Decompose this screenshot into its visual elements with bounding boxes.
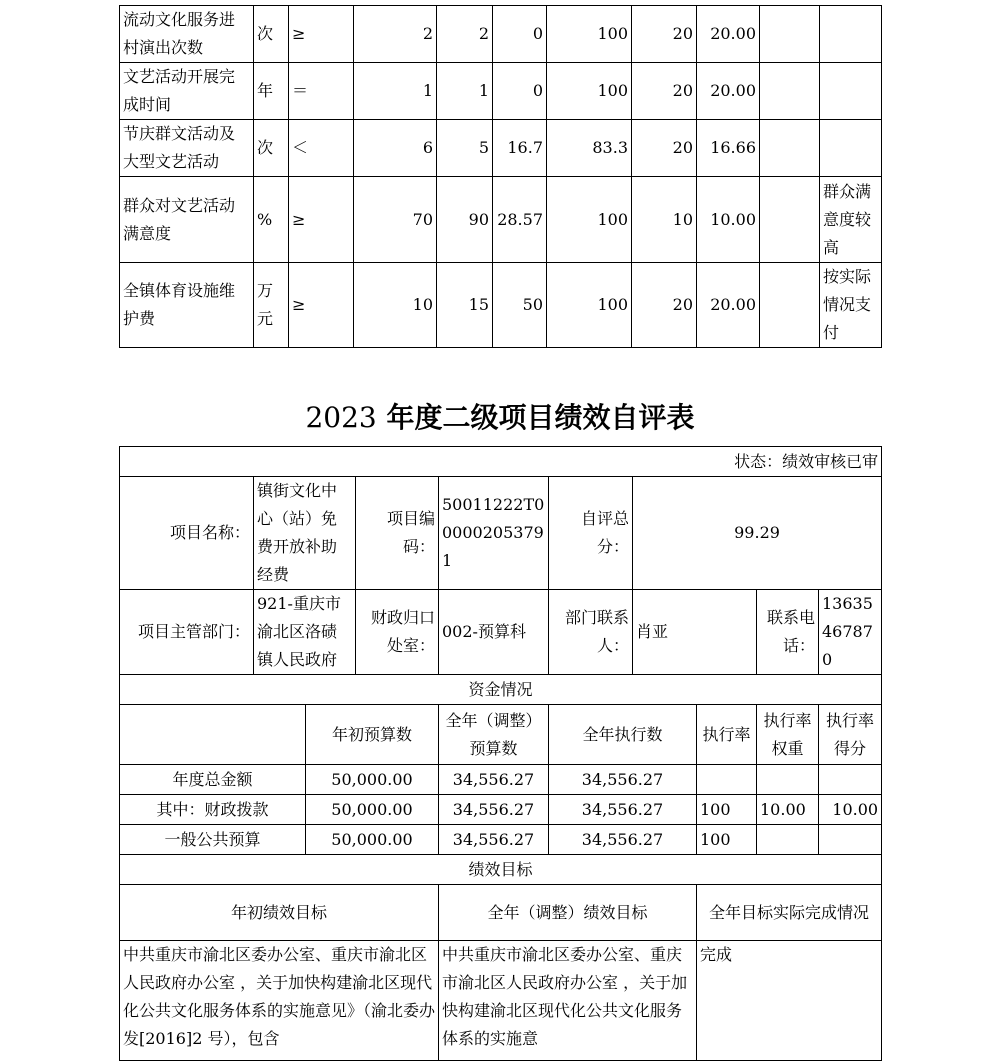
funds-row-weight bbox=[757, 765, 819, 795]
indicator-unit: 年 bbox=[254, 63, 289, 120]
indicator-target: 1 bbox=[354, 63, 437, 120]
project-name-label: 项目名称： bbox=[120, 477, 254, 590]
indicator-target: 2 bbox=[354, 6, 437, 63]
funds-header-weight: 执行率权重 bbox=[757, 705, 819, 765]
indicator-weight: 20 bbox=[632, 63, 697, 120]
indicator-unit: 次 bbox=[254, 120, 289, 177]
funds-row-executed: 34,556.27 bbox=[549, 825, 697, 855]
indicator-unit: % bbox=[254, 177, 289, 263]
funds-row-score bbox=[819, 825, 882, 855]
funds-row-adjusted: 34,556.27 bbox=[439, 765, 549, 795]
contact: 肖亚 bbox=[633, 590, 757, 675]
indicator-unit: 万元 bbox=[254, 263, 289, 348]
funds-row bbox=[120, 765, 882, 795]
office: 002-预算科 bbox=[439, 590, 549, 675]
indicator-blank bbox=[760, 120, 820, 177]
funds-row bbox=[120, 795, 882, 825]
indicator-actual: 1 bbox=[437, 63, 493, 120]
indicator-score: 16.66 bbox=[697, 120, 760, 177]
goals-actual-text: 完成 bbox=[697, 941, 882, 1061]
indicator-note bbox=[820, 63, 882, 120]
indicator-target: 70 bbox=[354, 177, 437, 263]
self-score: 99.29 bbox=[633, 477, 882, 590]
indicator-deviation: 28.57 bbox=[493, 177, 547, 263]
indicator-name: 群众对文艺活动满意度 bbox=[120, 177, 254, 263]
dept-label: 项目主管部门： bbox=[120, 590, 254, 675]
status-cell: 状态：绩效审核已审 bbox=[120, 447, 882, 477]
indicator-actual: 2 bbox=[437, 6, 493, 63]
goals-section-header: 绩效目标 bbox=[120, 855, 882, 885]
funds-row-label: 年度总金额 bbox=[120, 765, 306, 795]
indicator-blank bbox=[760, 263, 820, 348]
phone-label: 联系电话： bbox=[757, 590, 819, 675]
funds-row bbox=[120, 825, 882, 855]
indicator-score: 20.00 bbox=[697, 63, 760, 120]
self-score-label: 自评总分： bbox=[549, 477, 633, 590]
funds-row-initial: 50,000.00 bbox=[306, 765, 439, 795]
indicator-score: 10.00 bbox=[697, 177, 760, 263]
indicator-row bbox=[120, 120, 882, 177]
indicator-note: 群众满意度较高 bbox=[820, 177, 882, 263]
funds-row-label: 一般公共预算 bbox=[120, 825, 306, 855]
indicator-weight: 20 bbox=[632, 263, 697, 348]
funds-row-weight: 10.00 bbox=[757, 795, 819, 825]
funds-row-rate: 100 bbox=[697, 795, 757, 825]
indicator-operator: ＝ bbox=[289, 63, 354, 120]
self-evaluation-table bbox=[119, 446, 882, 1061]
indicator-completion: 100 bbox=[547, 63, 632, 120]
funds-row-label: 其中：财政拨款 bbox=[120, 795, 306, 825]
indicator-completion: 83.3 bbox=[547, 120, 632, 177]
funds-row-score bbox=[819, 765, 882, 795]
indicator-row bbox=[120, 6, 882, 63]
indicator-name: 全镇体育设施维护费 bbox=[120, 263, 254, 348]
funds-row-weight bbox=[757, 825, 819, 855]
indicator-completion: 100 bbox=[547, 6, 632, 63]
goals-header-actual: 全年目标实际完成情况 bbox=[697, 885, 882, 941]
indicator-note bbox=[820, 6, 882, 63]
funds-header-executed: 全年执行数 bbox=[549, 705, 697, 765]
title-text: 年度二级项目绩效自评表 bbox=[376, 401, 695, 434]
indicator-name: 节庆群文活动及大型文艺活动 bbox=[120, 120, 254, 177]
indicator-blank bbox=[760, 63, 820, 120]
contact-label: 部门联系人： bbox=[549, 590, 633, 675]
indicator-score: 20.00 bbox=[697, 6, 760, 63]
indicator-deviation: 0 bbox=[493, 63, 547, 120]
indicator-row bbox=[120, 177, 882, 263]
goals-header-initial: 年初绩效目标 bbox=[120, 885, 439, 941]
phone: 13635467870 bbox=[819, 590, 882, 675]
indicator-deviation: 16.7 bbox=[493, 120, 547, 177]
indicator-actual: 5 bbox=[437, 120, 493, 177]
indicator-note: 按实际情况支付 bbox=[820, 263, 882, 348]
indicator-operator: ≥ bbox=[289, 6, 354, 63]
indicator-row bbox=[120, 263, 882, 348]
indicator-operator: ≥ bbox=[289, 177, 354, 263]
office-label: 财政归口处室： bbox=[356, 590, 439, 675]
funds-row-initial: 50,000.00 bbox=[306, 795, 439, 825]
funds-row-executed: 34,556.27 bbox=[549, 795, 697, 825]
indicator-deviation: 50 bbox=[493, 263, 547, 348]
indicator-deviation: 0 bbox=[493, 6, 547, 63]
indicator-score: 20.00 bbox=[697, 263, 760, 348]
project-name: 镇街文化中心（站）免费开放补助经费 bbox=[254, 477, 356, 590]
indicator-blank bbox=[760, 6, 820, 63]
indicator-operator: ≥ bbox=[289, 263, 354, 348]
goals-header-adjusted: 全年（调整）绩效目标 bbox=[439, 885, 697, 941]
title-year: 2023 bbox=[305, 401, 377, 434]
indicator-table bbox=[119, 5, 882, 348]
indicator-name: 文艺活动开展完成时间 bbox=[120, 63, 254, 120]
page-title bbox=[0, 398, 1000, 438]
funds-row-rate bbox=[697, 765, 757, 795]
funds-row-adjusted: 34,556.27 bbox=[439, 795, 549, 825]
funds-row-score: 10.00 bbox=[819, 795, 882, 825]
indicator-note bbox=[820, 120, 882, 177]
project-code-label: 项目编码： bbox=[356, 477, 439, 590]
funds-header-rate: 执行率 bbox=[697, 705, 757, 765]
funds-row-executed: 34,556.27 bbox=[549, 765, 697, 795]
funds-row-adjusted: 34,556.27 bbox=[439, 825, 549, 855]
indicator-target: 10 bbox=[354, 263, 437, 348]
indicator-completion: 100 bbox=[547, 263, 632, 348]
funds-header-adjusted: 全年（调整）预算数 bbox=[439, 705, 549, 765]
funds-header-score: 执行率得分 bbox=[819, 705, 882, 765]
funds-header-blank bbox=[120, 705, 306, 765]
indicator-target: 6 bbox=[354, 120, 437, 177]
funds-row-rate: 100 bbox=[697, 825, 757, 855]
funds-section-header: 资金情况 bbox=[120, 675, 882, 705]
indicator-actual: 15 bbox=[437, 263, 493, 348]
goals-adjusted-text: 中共重庆市渝北区委办公室、重庆市渝北区人民政府办公室 ，关于加快构建渝北区现代化公共文化服务体系的实施意 bbox=[439, 941, 697, 1061]
funds-row-initial: 50,000.00 bbox=[306, 825, 439, 855]
indicator-name: 流动文化服务进村演出次数 bbox=[120, 6, 254, 63]
indicator-actual: 90 bbox=[437, 177, 493, 263]
funds-header-initial: 年初预算数 bbox=[306, 705, 439, 765]
indicator-weight: 10 bbox=[632, 177, 697, 263]
dept: 921-重庆市渝北区洛碛镇人民政府 bbox=[254, 590, 356, 675]
project-code: 50011222T000002053791 bbox=[439, 477, 549, 590]
indicator-weight: 20 bbox=[632, 120, 697, 177]
goals-initial-text: 中共重庆市渝北区委办公室、重庆市渝北区人民政府办公室 ，关于加快构建渝北区现代化公共文化服务体系的实施意见》（渝北委办发[2016]2 号），包含 bbox=[120, 941, 439, 1061]
indicator-unit: 次 bbox=[254, 6, 289, 63]
indicator-weight: 20 bbox=[632, 6, 697, 63]
indicator-blank bbox=[760, 177, 820, 263]
indicator-completion: 100 bbox=[547, 177, 632, 263]
indicator-operator: ＜ bbox=[289, 120, 354, 177]
indicator-row bbox=[120, 63, 882, 120]
